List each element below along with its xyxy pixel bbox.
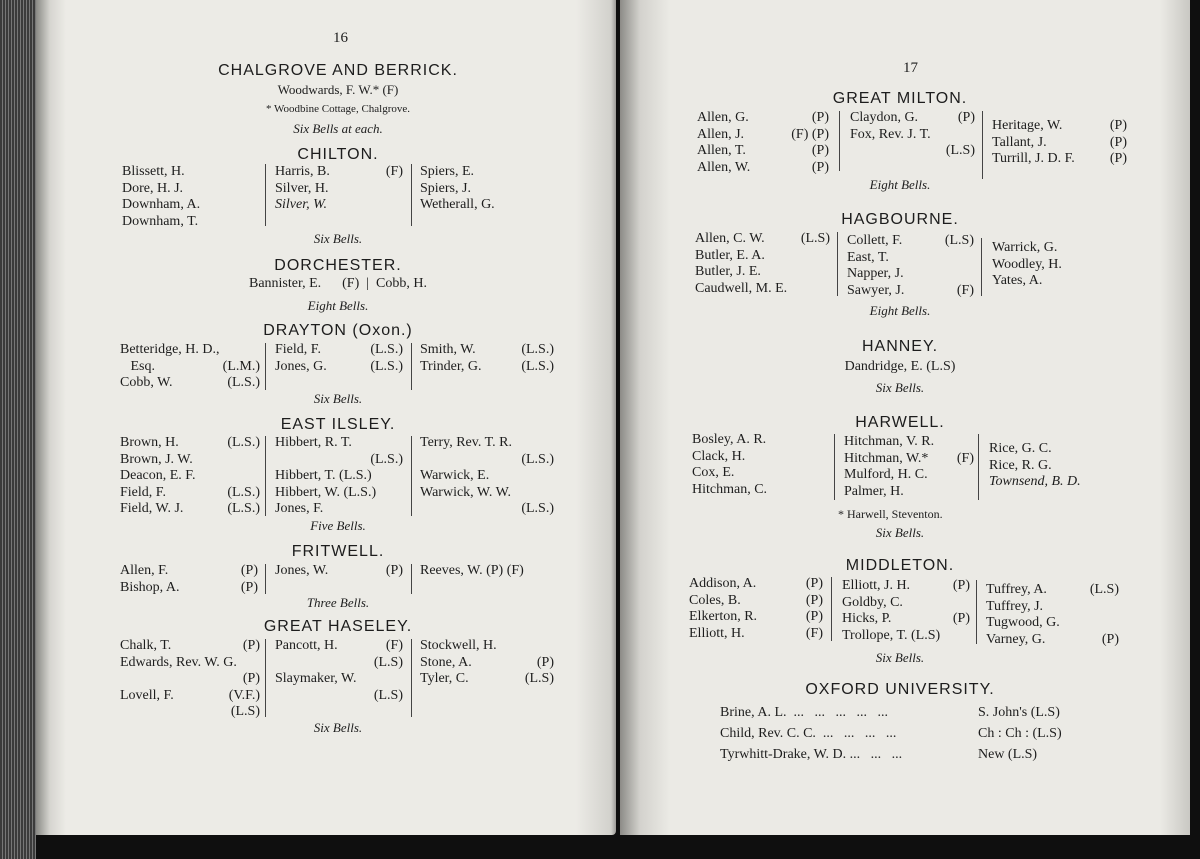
- east-ilsley-col-1: [120, 435, 260, 518]
- list-item: Tugwood, G.: [986, 615, 1060, 630]
- list-item: Trinder, G. (L.S.): [420, 358, 554, 374]
- list-item: Tuffrey, J.: [986, 598, 1044, 614]
- list-item: Wetherall, G.: [420, 197, 495, 212]
- chalgrove-entry: Woodwards, F. W.* (F): [277, 82, 399, 97]
- list-item: Smith, W. (L.S.): [420, 342, 554, 357]
- harwell-col-3: [989, 441, 1119, 491]
- column-divider: [411, 639, 412, 717]
- fritwell-col-3: [420, 563, 554, 580]
- list-item: Spiers, J.: [420, 180, 471, 196]
- list-item: Allen, G. (P): [697, 110, 829, 125]
- east-ilsley-bells: Five Bells.: [310, 518, 366, 533]
- harwell-col-1: [692, 432, 822, 498]
- list-item: Fox, Rev. J. T.: [850, 126, 931, 142]
- list-item: Allen, J. (F) (P): [697, 126, 829, 142]
- list-item: Butler, J. E.: [695, 264, 761, 279]
- hagbourne-col-2: [847, 233, 974, 299]
- list-item: Field, W. J. (L.S.): [120, 501, 260, 516]
- dorchester-bells: Eight Bells.: [307, 298, 369, 313]
- harwell-col-2: [844, 434, 974, 500]
- list-item: Jones, G. (L.S.): [275, 358, 403, 374]
- list-item: Varney, G. (P): [986, 631, 1119, 647]
- section-title-east-ilsley: EAST ILSLEY.: [280, 416, 396, 433]
- list-item: Spiers, E.: [420, 164, 475, 179]
- list-item: Trollope, T. (L.S): [842, 627, 941, 643]
- list-item: Bosley, A. R.: [692, 432, 767, 447]
- dorchester-entry: Bannister, E. (F) | Cobb, H.: [248, 276, 427, 291]
- section-title-chilton: CHILTON.: [297, 146, 379, 163]
- list-item: Hibbert, W. (L.S.): [275, 484, 377, 500]
- hagbourne-bells: Eight Bells.: [869, 303, 931, 318]
- list-item: Child, Rev. C. C. ... ... ... ... Ch : Ch : (L.S): [720, 726, 1062, 741]
- list-item: Hicks, P. (P): [842, 611, 970, 626]
- list-item: Caudwell, M. E.: [695, 280, 788, 296]
- section-title-fritwell: FRITWELL.: [291, 543, 385, 560]
- list-item: Warwick, W. W.: [420, 484, 512, 500]
- chilton-col-2: [275, 164, 403, 214]
- hanney-bells: Six Bells.: [875, 380, 925, 395]
- list-item: Hibbert, T. (L.S.): [275, 468, 372, 483]
- list-item: Bishop, A. (P): [120, 579, 258, 595]
- list-item: Allen, C. W. (L.S): [695, 231, 830, 246]
- list-item: Silver, H.: [275, 180, 329, 196]
- list-item: Addison, A. (P): [689, 576, 823, 591]
- list-item: Brown, H. (L.S.): [120, 435, 260, 450]
- section-title-dorchester: DORCHESTER.: [274, 257, 402, 274]
- section-title-harwell: HARWELL.: [855, 414, 945, 431]
- section-title-great-haseley: GREAT HASELEY.: [263, 618, 413, 635]
- great-milton-bells: Eight Bells.: [869, 177, 931, 192]
- list-item: Napper, J.: [847, 266, 904, 281]
- east-ilsley-col-3: [420, 435, 554, 518]
- list-item: Brine, A. L. ... ... ... ... ... S. John's (L.S): [720, 705, 1060, 720]
- list-item: Downham, A.: [122, 197, 201, 212]
- list-item: Allen, T. (P): [697, 143, 829, 158]
- list-item: Townsend, B. D.: [989, 474, 1081, 489]
- list-item: Downham, T.: [122, 213, 199, 229]
- list-item: (L.S): [373, 654, 403, 670]
- harwell-note: * Harwell, Steventon.: [838, 507, 943, 521]
- list-item: Claydon, G. (P): [850, 110, 975, 125]
- list-item: Turrill, J. D. F. (P): [992, 151, 1127, 166]
- fritwell-col-2: [275, 563, 403, 580]
- list-item: (L.S.): [521, 451, 554, 467]
- fritwell-col-1: [120, 563, 258, 596]
- section-title-oxford-university: OXFORD UNIVERSITY.: [805, 681, 995, 698]
- list-item: Woodley, H.: [992, 256, 1062, 272]
- column-divider: [976, 580, 977, 644]
- list-item: Jones, F.: [275, 501, 324, 516]
- list-item: Terry, Rev. T. R.: [420, 435, 512, 450]
- list-item: Stone, A. (P): [420, 654, 554, 670]
- list-item: Elliott, H. (F): [689, 625, 823, 641]
- column-divider: [411, 436, 412, 516]
- list-item: Palmer, H.: [844, 483, 904, 499]
- list-item: (L.S): [373, 687, 403, 703]
- list-item: Harris, B. (F): [275, 164, 403, 179]
- column-divider: [411, 564, 412, 594]
- list-item: Mulford, H. C.: [844, 467, 928, 482]
- list-item: Tallant, J. (P): [992, 134, 1127, 150]
- great-milton-col-2: [850, 110, 975, 160]
- list-item: Betteridge, H. D.,: [120, 342, 220, 357]
- list-item: Butler, E. A.: [695, 247, 765, 263]
- drayton-col-3: [420, 342, 554, 375]
- list-item: Esq. (L.M.): [120, 358, 260, 374]
- list-item: Cobb, W. (L.S.): [120, 375, 260, 390]
- list-item: Elkerton, R. (P): [689, 609, 823, 624]
- great-milton-col-3: [992, 118, 1127, 168]
- list-item: Yates, A.: [992, 273, 1043, 288]
- great-haseley-col-3: [420, 638, 554, 688]
- fritwell-bells: Three Bells.: [306, 595, 370, 610]
- book-page-edges: [0, 0, 36, 859]
- list-item: Heritage, W. (P): [992, 118, 1127, 133]
- hagbourne-col-1: [695, 231, 830, 297]
- list-item: Hitchman, W.* (F): [844, 450, 974, 466]
- drayton-col-1: [120, 342, 260, 392]
- list-item: (L.S.): [370, 451, 403, 467]
- left-page: [36, 0, 616, 835]
- list-item: Deacon, E. F.: [120, 468, 196, 483]
- section-title-great-milton: GREAT MILTON.: [832, 90, 968, 107]
- harwell-bells: Six Bells.: [875, 525, 925, 540]
- drayton-col-2: [275, 342, 403, 375]
- list-item: Tuffrey, A. (L.S): [986, 582, 1119, 597]
- list-item: Field, F. (L.S.): [120, 484, 260, 500]
- list-item: East, T.: [847, 249, 889, 265]
- chalgrove-bells: Six Bells at each.: [293, 121, 383, 136]
- column-divider: [978, 434, 979, 500]
- list-item: Allen, W. (P): [697, 159, 829, 175]
- column-divider: [411, 164, 412, 226]
- list-item: Stockwell, H.: [420, 638, 497, 653]
- column-divider: [981, 238, 982, 296]
- list-item: Edwards, Rev. W. G.: [120, 654, 237, 670]
- column-divider: [982, 111, 983, 179]
- list-item: Lovell, F. (V.F.): [120, 687, 260, 703]
- list-item: Reeves, W. (P) (F): [420, 563, 524, 578]
- oxford-university-list: [720, 702, 1062, 765]
- list-item: Hitchman, C.: [692, 481, 768, 497]
- list-item: Field, F. (L.S.): [275, 342, 403, 357]
- middleton-col-2: [842, 578, 970, 644]
- right-page: [620, 0, 1190, 835]
- chilton-col-3: [420, 164, 550, 214]
- list-item: Tyrwhitt-Drake, W. D. ... ... ... New (L.S): [720, 747, 1038, 762]
- middleton-col-3: [986, 582, 1119, 648]
- list-item: Rice, R. G.: [989, 457, 1052, 473]
- column-divider: [265, 343, 266, 390]
- list-item: Slaymaker, W.: [275, 671, 357, 686]
- middleton-bells: Six Bells.: [875, 650, 925, 665]
- list-item: Jones, W. (P): [275, 563, 403, 578]
- list-item: Sawyer, J. (F): [847, 282, 974, 298]
- chalgrove-note: * Woodbine Cottage, Chalgrove.: [265, 103, 411, 115]
- list-item: Chalk, T. (P): [120, 638, 260, 653]
- list-item: (L.S): [230, 704, 260, 719]
- list-item: (P): [242, 671, 260, 686]
- list-item: (L.S): [945, 143, 975, 158]
- great-haseley-col-1: [120, 638, 260, 721]
- list-item: Collett, F. (L.S): [847, 233, 974, 248]
- page-number: 16: [333, 30, 348, 46]
- column-divider: [265, 436, 266, 516]
- list-item: Dore, H. J.: [122, 180, 184, 196]
- list-item: Elliott, J. H. (P): [842, 578, 970, 593]
- section-title-middleton: MIDDLETON.: [845, 557, 955, 574]
- section-title-hagbourne: HAGBOURNE.: [841, 211, 959, 228]
- list-item: Warwick, E.: [420, 468, 490, 483]
- list-item: Blissett, H.: [122, 164, 185, 179]
- column-divider: [839, 111, 840, 171]
- chilton-col-1: [122, 164, 257, 230]
- great-milton-col-1: [697, 110, 829, 176]
- east-ilsley-col-2: [275, 435, 403, 518]
- column-divider: [265, 164, 266, 226]
- list-item: Pancott, H. (F): [275, 638, 403, 653]
- list-item: Hitchman, V. R.: [844, 434, 935, 449]
- list-item: Tyler, C. (L.S): [420, 671, 554, 686]
- list-item: Cox, E.: [692, 465, 735, 480]
- great-haseley-bells: Six Bells.: [313, 720, 363, 735]
- section-title-chalgrove: CHALGROVE AND BERRICK.: [218, 62, 458, 79]
- column-divider: [837, 232, 838, 296]
- column-divider: [834, 434, 835, 500]
- list-item: (L.S.): [521, 501, 554, 516]
- great-haseley-col-2: [275, 638, 403, 704]
- page-number: 17: [903, 60, 918, 76]
- middleton-col-1: [689, 576, 823, 642]
- column-divider: [831, 577, 832, 641]
- column-divider: [265, 564, 266, 594]
- column-divider: [411, 343, 412, 390]
- section-title-hanney: HANNEY.: [861, 338, 939, 355]
- list-item: Hibbert, R. T.: [275, 435, 352, 450]
- column-divider: [265, 639, 266, 717]
- section-title-drayton: DRAYTON (Oxon.): [263, 322, 413, 339]
- hagbourne-col-3: [992, 240, 1102, 290]
- list-item: Clack, H.: [692, 448, 746, 464]
- list-item: Rice, G. C.: [989, 441, 1052, 456]
- hanney-entry: Dandridge, E. (L.S): [844, 359, 956, 374]
- drayton-bells: Six Bells.: [313, 391, 363, 406]
- list-item: Goldby, C.: [842, 594, 903, 610]
- list-item: Warrick, G.: [992, 240, 1058, 255]
- chilton-bells: Six Bells.: [313, 231, 363, 246]
- list-item: Silver, W.: [275, 197, 327, 212]
- list-item: Brown, J. W.: [120, 451, 193, 467]
- list-item: Coles, B. (P): [689, 592, 823, 608]
- list-item: Allen, F. (P): [120, 563, 258, 578]
